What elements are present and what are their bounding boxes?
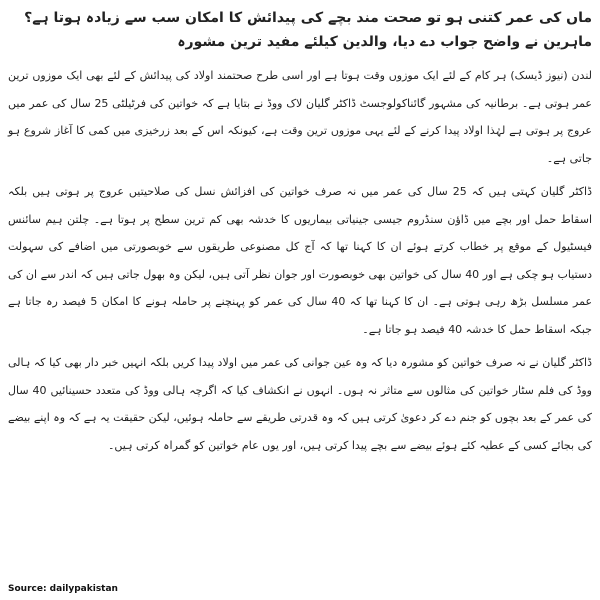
article-paragraph: لندن (نیوز ڈیسک) ہر کام کے لئے ایک موزوں وقت ہوتا ہے اور اسی طرح صحتمند اولاد کی پیدائش کے لئے بھی ایک موزوں ترین عمر ہوتی ہے۔ برطانیہ کی مشہور گائناکولوجسٹ ڈاکٹر گلیان لاک ووڈ نے بتایا ہے کہ خواتین کی فرٹیلٹی 25 سال کی عمر میں عروج پر ہوتی ہے لہٰذا اولاد پیدا کرنے کے لئے یہی موزوں ترین وقت ہے، کیونکہ اس کے بعد زرخیزی میں کمی کا آغاز شروع ہو جاتی ہے۔ bbox=[8, 69, 593, 165]
article-paragraph: ڈاکٹر گلیان نے نہ صرف خواتین کو مشورہ دیا کہ وہ عین جوانی کی عمر میں اولاد پیدا کریں بلکہ انہیں خبر دار بھی کیا کہ ہالی ووڈ کی فلم سٹار خواتین کی مثالوں سے متاثر نہ ہوں۔ انہوں نے انکشاف کیا کہ اگرچہ ہالی ووڈ کی متعدد حسینائیں 40 سال کی عمر کے بعد بچوں کو جنم دے کر دعویٰ کرتی ہیں کہ وہ قدرتی طریقے سے حاملہ ہوئیں، لیکن حقیقت یہ ہے کہ وہ اپنے بیضے کی بجائے کسی کے عطیہ کئے ہوئے بیضے سے بچے پیدا کرتی ہیں، اور یوں عام خواتین کو گمراہ کرتی ہیں۔ bbox=[8, 356, 592, 452]
source-credit: Source: dailypakistan bbox=[8, 584, 118, 594]
article-paragraph: ڈاکٹر گلیان کہتی ہیں کہ 25 سال کی عمر میں نہ صرف خواتین کی افزائش نسل کی صلاحیتیں عروج پر ہوتی ہیں بلکہ اسقاط حمل اور بچے میں ڈاؤن سنڈروم جیسی جینیاتی بیماریوں کا خدشہ بھی کم ترین سطح پر ہوتا ہے۔ چلتن ہیم سائنس فیسٹیول کے موقع پر خطاب کرتے ہوئے ان کا کہنا تھا کہ آج کل مصنوعی طریقوں سے خوبصورتی میں اضافے کی سہولت دستیاب ہو چکی ہے اور 40 سال کی خواتین بھی خوبصورت اور جوان نظر آتی ہیں، لیکن وہ بھول جاتی ہیں کہ اندر سے ان کی عمر مسلسل بڑھ رہی ہوتی ہے۔ ان کا کہنا تھا کہ 40 سال کی عمر کو پہنچنے پر حاملہ ہونے کا امکان 5 فیصد رہ جاتا ہے جبکہ اسقاط حمل کا خدشہ 40 فیصد ہو جاتا ہے۔ bbox=[8, 185, 593, 336]
article-title: ماں کی عمر کتنی ہو تو صحت مند بچے کی پیدائش کا امکان سب سے زیادہ ہوتا ہے؟ ماہرین نے واضح جواب دے دیا، والدین کیلئے مفید ترین مشورہ bbox=[24, 10, 592, 50]
